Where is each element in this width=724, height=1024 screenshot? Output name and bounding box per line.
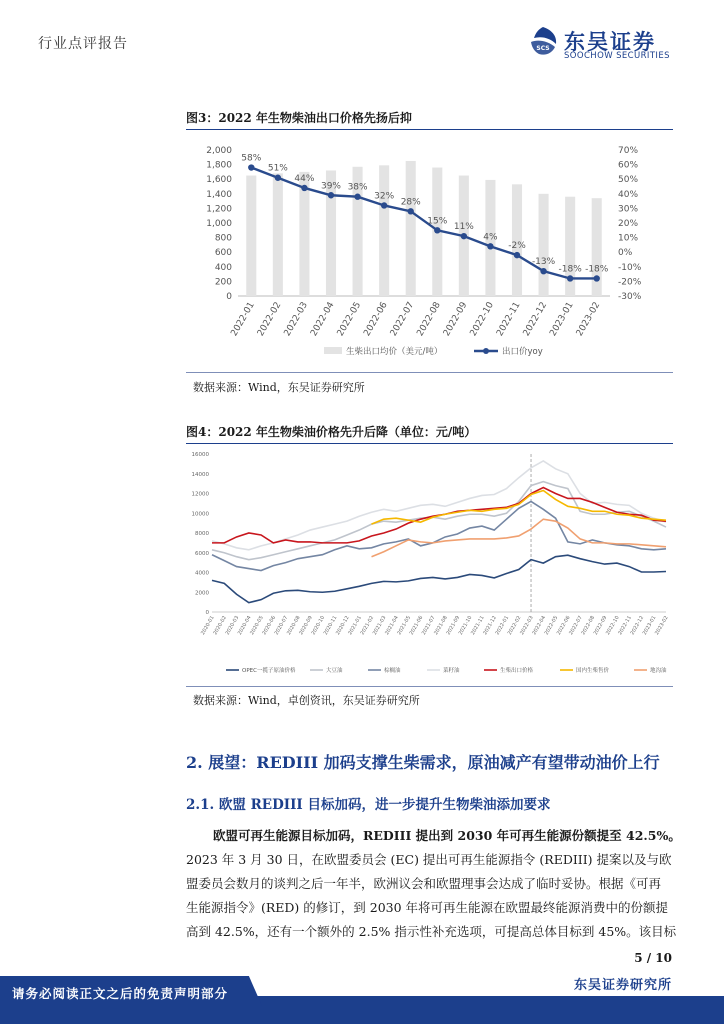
x-axis-tick-label: 2022-05 — [543, 615, 560, 637]
yoy-point — [248, 164, 254, 170]
figure4-chart — [186, 446, 674, 684]
y-axis-tick-label: 0 — [205, 610, 209, 616]
report-category: 行业点评报告 — [38, 36, 128, 52]
yoy-point — [275, 175, 281, 181]
x-axis-tick-label: 2020-01 — [200, 615, 216, 637]
x-axis-tick-label: 2022-03 — [519, 615, 535, 637]
figure4-title: 图4：2022 年生物柴油价格先升后降（单位：元/吨） — [186, 425, 477, 439]
x-axis-tick-label: 2020-08 — [285, 615, 302, 637]
y-axis-tick-label: 2000 — [195, 590, 209, 597]
x-axis-tick-label: 2021-11 — [470, 615, 486, 637]
legend-line-label: 出口价yoy — [502, 347, 543, 357]
figure4-top-rule — [186, 443, 673, 444]
x-axis-tick-label: 2022-07 — [388, 300, 417, 339]
right-axis-tick-label: 10% — [618, 233, 639, 244]
x-axis-tick-label: 2020-11 — [322, 615, 339, 637]
yoy-data-label: 15% — [427, 216, 448, 227]
yoy-point — [461, 233, 467, 239]
left-axis-tick-label: 1,800 — [206, 160, 232, 171]
left-axis-tick-label: 200 — [214, 277, 232, 288]
body-line: 生能源指令》(RED) 的修订，到 2030 年将可再生能源在欧盟最终能源消费中的份额提 — [186, 900, 669, 915]
yoy-data-label: 4% — [483, 232, 498, 243]
x-axis-tick-label: 2022-03 — [282, 300, 311, 339]
x-axis-tick-label: 2022-02 — [255, 300, 284, 339]
yoy-point — [594, 275, 600, 281]
x-axis-tick-label: 2020-06 — [261, 615, 278, 637]
right-axis-tick-label: 20% — [618, 219, 639, 229]
x-axis-tick-label: 2022-11 — [617, 615, 633, 637]
yoy-point — [567, 275, 573, 281]
export-price-bar — [246, 176, 256, 296]
x-axis-tick-label: 2022-04 — [531, 615, 548, 637]
x-axis-tick-label: 2021-12 — [482, 615, 498, 637]
x-axis-tick-label: 2022-10 — [468, 300, 497, 339]
x-axis-tick-label: 2022-06 — [555, 615, 572, 637]
company-logo — [528, 24, 688, 64]
left-axis-tick-label: 0 — [226, 292, 232, 302]
x-axis-tick-label: 2021-05 — [396, 615, 413, 637]
legend-bar-swatch — [324, 347, 342, 354]
y-axis-tick-label: 6000 — [195, 550, 209, 557]
yoy-data-label: 38% — [347, 182, 368, 193]
logo-english-name: SOOCHOW SECURITIES — [564, 51, 670, 61]
figure3-title: 图3：2022 年生物柴油出口价格先扬后抑 — [186, 111, 412, 125]
x-axis-tick-label: 2022-11 — [495, 300, 523, 339]
legend-label: 大豆油 — [326, 668, 343, 674]
left-axis-tick-label: 600 — [214, 248, 232, 259]
x-axis-tick-label: 2022-09 — [441, 300, 470, 339]
x-axis-tick-label: 2022-08 — [580, 615, 597, 637]
y-axis-tick-label: 14000 — [191, 471, 209, 478]
yoy-point — [301, 185, 307, 191]
right-axis-tick-label: 50% — [618, 175, 639, 186]
right-axis-tick-label: -30% — [618, 292, 642, 302]
figure3-chart — [186, 138, 674, 370]
x-axis-tick-label: 2022-07 — [568, 615, 584, 637]
yoy-data-label: 44% — [294, 173, 315, 184]
left-axis-tick-label: 1,200 — [206, 204, 232, 215]
x-axis-tick-label: 2022-09 — [592, 615, 609, 637]
yoy-data-label: -18% — [558, 264, 582, 275]
x-axis-tick-label: 2021-04 — [384, 615, 400, 637]
right-axis-tick-label: 60% — [618, 160, 639, 171]
legend-label: 菜籽油 — [443, 668, 460, 674]
x-axis-tick-label: 2020-04 — [236, 615, 253, 637]
logo-chinese-name: 东吴证券 — [564, 30, 656, 54]
yoy-point — [354, 194, 360, 200]
legend-bar-label: 生柴出口均价（美元/吨） — [346, 347, 443, 357]
subsection-heading: 2.1. 欧盟 REDIII 目标加码，进一步提升生物柴油添加要求 — [186, 797, 551, 813]
y-axis-tick-label: 10000 — [191, 511, 209, 518]
yoy-point — [328, 192, 334, 198]
yoy-data-label: 11% — [453, 222, 474, 233]
yoy-data-label: -2% — [508, 241, 526, 252]
left-axis-tick-label: 800 — [214, 233, 232, 244]
y-axis-tick-label: 16000 — [191, 452, 209, 458]
x-axis-tick-label: 2023-01 — [548, 300, 576, 339]
yoy-data-label: 39% — [320, 181, 342, 192]
x-axis-tick-label: 2021-01 — [347, 615, 363, 637]
body-line: 高到 42.5%，还有一个额外的 2.5% 指示性补充选项，可提高总体目标到 45%。该目标 — [186, 924, 677, 939]
legend-label: 国内生柴售价 — [576, 668, 610, 674]
svg-text:SCS: SCS — [536, 45, 550, 52]
x-axis-tick-label: 2022-05 — [335, 300, 364, 339]
figure4-bottom-rule — [186, 686, 673, 687]
x-axis-tick-label: 2021-02 — [359, 615, 376, 637]
left-axis-tick-label: 1,600 — [206, 175, 232, 186]
y-axis-tick-label: 8000 — [195, 531, 209, 537]
footer-disclaimer: 请务必阅读正文之后的免责声明部分 — [12, 986, 229, 1001]
x-axis-tick-label: 2022-12 — [521, 300, 550, 339]
x-axis-tick-label: 2020-05 — [249, 615, 265, 637]
left-axis-tick-label: 2,000 — [206, 146, 232, 156]
legend-label: 生柴出口价格 — [500, 668, 534, 674]
x-axis-tick-label: 2020-12 — [335, 615, 351, 637]
left-axis-tick-label: 1,400 — [206, 189, 232, 200]
x-axis-tick-label: 2022-01 — [229, 300, 257, 339]
page-number: 5 / 10 — [634, 951, 672, 965]
x-axis-tick-label: 2020-10 — [310, 615, 327, 637]
yoy-data-label: 58% — [241, 153, 262, 164]
yoy-data-label: 51% — [267, 163, 288, 174]
left-axis-tick-label: 1,000 — [206, 219, 232, 229]
series-line — [212, 482, 666, 560]
x-axis-tick-label: 2021-03 — [371, 615, 388, 637]
yoy-point — [434, 227, 440, 233]
footer-organization: 东吴证券研究所 — [573, 978, 672, 993]
figure3-bottom-rule — [186, 372, 673, 373]
yoy-data-label: 32% — [374, 191, 395, 202]
x-axis-tick-label: 2022-01 — [494, 615, 511, 637]
export-price-bar — [539, 194, 549, 296]
x-axis-tick-label: 2023-02 — [574, 300, 603, 339]
x-axis-tick-label: 2021-09 — [445, 615, 462, 637]
figure3-top-rule — [186, 129, 673, 130]
yoy-data-label: -13% — [531, 257, 556, 268]
right-axis-tick-label: 0% — [618, 248, 633, 259]
right-axis-tick-label: 70% — [618, 146, 639, 156]
x-axis-tick-label: 2023-02 — [654, 615, 670, 637]
yoy-data-label: 28% — [400, 197, 421, 208]
x-axis-tick-label: 2020-02 — [212, 615, 229, 637]
right-axis-tick-label: -10% — [618, 262, 642, 273]
legend-line-marker — [483, 348, 489, 354]
x-axis-tick-label: 2021-07 — [420, 615, 437, 637]
lead-sentence: 欧盟可再生能源目标加码，REDIII 提出到 2030 年可再生能源份额提至 42.5%。 — [213, 828, 681, 843]
x-axis-tick-label: 2021-10 — [457, 615, 474, 637]
x-axis-tick-label: 2022-08 — [415, 300, 443, 339]
yoy-point — [381, 202, 387, 208]
x-axis-tick-label: 2022-10 — [605, 615, 621, 637]
left-axis-tick-label: 400 — [214, 262, 232, 273]
figure3-source: 数据来源：Wind，东吴证券研究所 — [193, 381, 365, 394]
y-axis-tick-label: 12000 — [191, 491, 209, 498]
export-price-bar — [379, 165, 389, 296]
yoy-point — [540, 268, 546, 274]
yoy-point — [514, 252, 520, 258]
x-axis-tick-label: 2020-03 — [224, 615, 241, 637]
legend-label: OPEC一揽子原油价格 — [242, 668, 296, 674]
yoy-data-label: -18% — [585, 264, 609, 275]
soochow-logo-icon — [528, 26, 558, 56]
legend-label: 棕榈油 — [384, 668, 401, 674]
body-line: 2023 年 3 月 30 日，在欧盟委员会 (EC) 提出可再生能源指令 (REDIII) 提案以及与欧 — [186, 852, 672, 867]
x-axis-tick-label: 2020-07 — [273, 615, 290, 637]
right-axis-tick-label: 30% — [618, 204, 639, 215]
export-price-bar — [406, 161, 416, 296]
y-axis-tick-label: 4000 — [195, 570, 209, 577]
x-axis-tick-label: 2022-06 — [362, 300, 390, 339]
yoy-point — [408, 208, 414, 214]
right-axis-tick-label: 40% — [618, 189, 639, 200]
legend-label: 地沟油 — [650, 668, 667, 674]
x-axis-tick-label: 2020-09 — [298, 615, 314, 637]
section-heading: 2. 展望：REDIII 加码支撑生柴需求，原油减产有望带动油价上行 — [186, 753, 660, 772]
x-axis-tick-label: 2021-06 — [408, 615, 425, 637]
x-axis-tick-label: 2022-04 — [309, 300, 337, 339]
right-axis-tick-label: -20% — [618, 277, 642, 288]
series-line — [372, 519, 666, 557]
x-axis-tick-label: 2021-08 — [433, 615, 449, 637]
yoy-point — [487, 243, 493, 249]
export-price-bar — [273, 173, 283, 296]
figure4-source: 数据来源：Wind，卓创资讯，东吴证券研究所 — [193, 694, 420, 707]
x-axis-tick-label: 2023-01 — [641, 615, 658, 637]
x-axis-tick-label: 2022-12 — [629, 615, 646, 637]
series-line — [212, 555, 666, 602]
body-line: 盟委员会数月的谈判之后一年半，欧洲议会和欧盟理事会达成了临时妥协。根据《可再 — [186, 876, 662, 891]
x-axis-tick-label: 2022-02 — [506, 615, 523, 637]
